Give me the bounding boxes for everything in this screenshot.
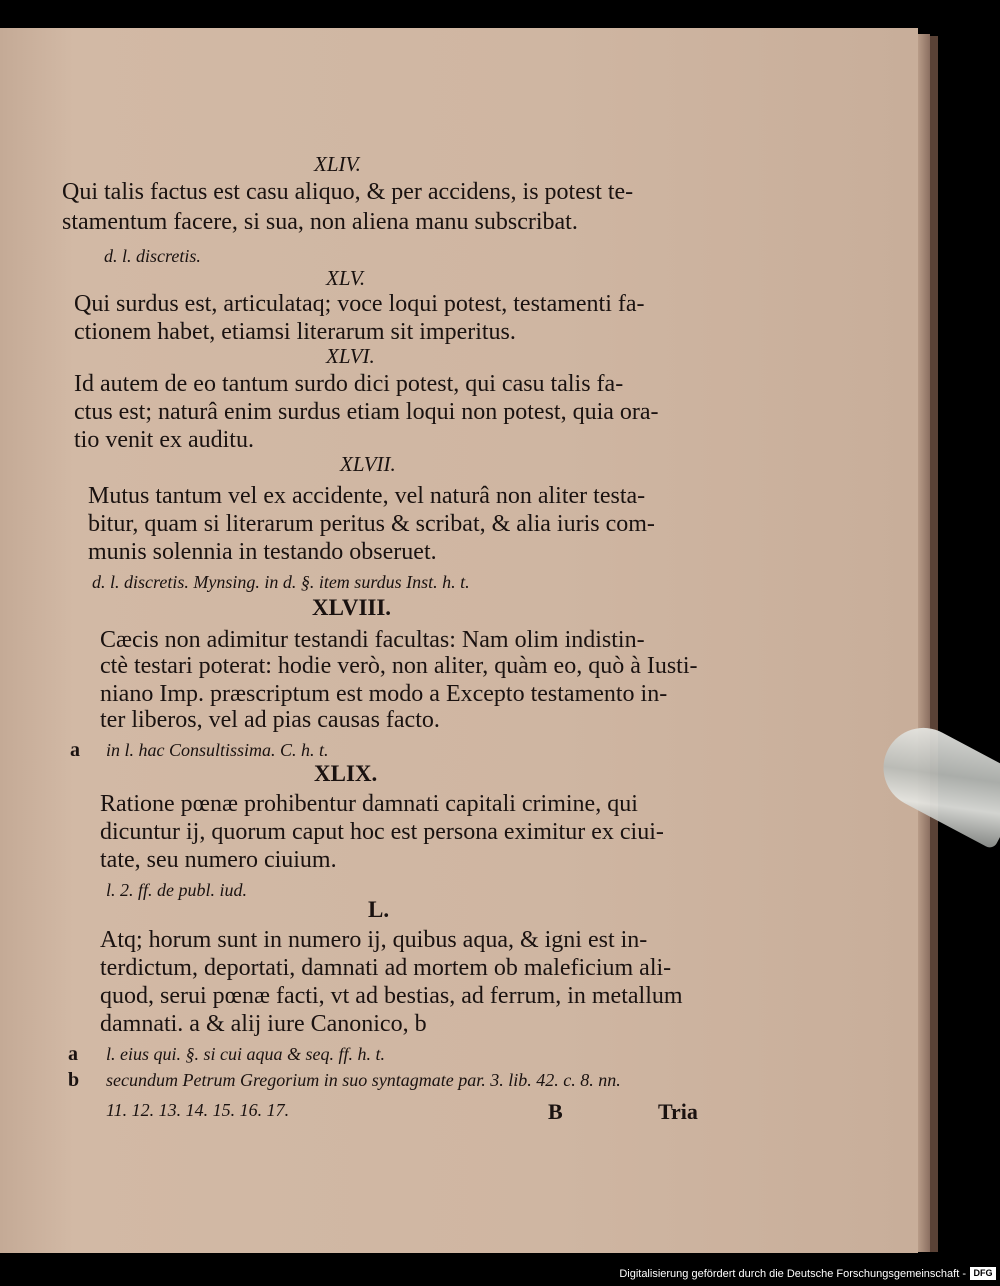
catchword: Tria: [658, 1099, 698, 1124]
text-line: Cæcis non adimitur testandi facultas: Nam olim indistin-: [100, 627, 645, 653]
citation: l. eius qui. §. si cui aqua & seq. ff. h. t.: [106, 1044, 385, 1064]
text-line: stamentum facere, si sua, non aliena manu subscribat.: [62, 209, 578, 235]
citation: l. 2. ff. de publ. iud.: [106, 880, 247, 900]
section-heading: XLIV.: [314, 152, 361, 176]
text-line: niano Imp. præscriptum est modo a Excepto testamento in-: [100, 681, 668, 707]
text-line: Atq; horum sunt in numero ij, quibus aqua, & igni est in-: [100, 927, 648, 953]
text-line: Ratione pœnæ prohibentur damnati capitali crimine, qui: [100, 791, 638, 817]
footnote-marker: a: [70, 739, 80, 761]
text-line: terdictum, deportati, damnati ad mortem ob maleficium ali-: [100, 955, 672, 981]
citation: d. l. discretis.: [104, 246, 201, 266]
text-line: ctionem habet, etiamsi literarum sit imperitus.: [74, 319, 516, 345]
text-line: Qui talis factus est casu aliquo, & per accidens, is potest te-: [62, 179, 634, 205]
text-line: bitur, quam si literarum peritus & scribat, & alia iuris com-: [88, 511, 655, 537]
citation: d. l. discretis. Mynsing. in d. §. item surdus Inst. h. t.: [92, 572, 470, 592]
text-line: Mutus tantum vel ex accidente, vel naturâ non aliter testa-: [88, 483, 646, 509]
text-line: munis solennia in testando obseruet.: [88, 539, 437, 565]
text-line: tate, seu numero ciuium.: [100, 847, 337, 873]
book-cover-edge: [930, 36, 938, 1252]
footnote-marker: a: [68, 1043, 78, 1065]
text-line: damnati. a & alij iure Canonico, b: [100, 1011, 427, 1037]
section-heading: XLVII.: [340, 452, 396, 476]
text-line: Qui surdus est, articulataq; voce loqui potest, testamenti fa-: [74, 291, 645, 317]
text-line: dicuntur ij, quorum caput hoc est persona eximitur ex ciui-: [100, 819, 664, 845]
text-line: ter liberos, vel ad pias causas facto.: [100, 707, 440, 733]
text-line: Id autem de eo tantum surdo dici potest, qui casu talis fa-: [74, 371, 624, 397]
text-line: ctus est; naturâ enim surdus etiam loqui non potest, quia ora-: [74, 399, 659, 425]
text-line: ctè testari poterat: hodie verò, non aliter, quàm eo, quò à Iusti-: [100, 653, 698, 679]
citation: in l. hac Consultissima. C. h. t.: [106, 740, 329, 760]
digitization-footer: [0, 1262, 1000, 1286]
section-heading: XLVIII.: [312, 595, 392, 620]
text-line: tio venit ex auditu.: [74, 427, 254, 453]
section-heading: XLV.: [326, 266, 366, 290]
section-heading: XLVI.: [326, 344, 375, 368]
signature-mark: B: [548, 1099, 563, 1124]
section-heading: L.: [368, 897, 390, 922]
dfg-logo: DFG: [970, 1267, 996, 1280]
page-edge: [918, 34, 930, 1252]
citation: 11. 12. 13. 14. 15. 16. 17.: [106, 1100, 290, 1120]
footnote-marker: b: [68, 1069, 80, 1091]
section-heading: XLIX.: [314, 761, 378, 786]
footer-text: Digitalisierung gefördert durch die Deutsche Forschungsgemeinschaft -: [619, 1268, 966, 1280]
citation: secundum Petrum Gregorium in suo syntagmate par. 3. lib. 42. c. 8. nn.: [106, 1070, 621, 1090]
text-line: quod, serui pœnæ facti, vt ad bestias, ad ferrum, in metallum: [100, 983, 683, 1009]
